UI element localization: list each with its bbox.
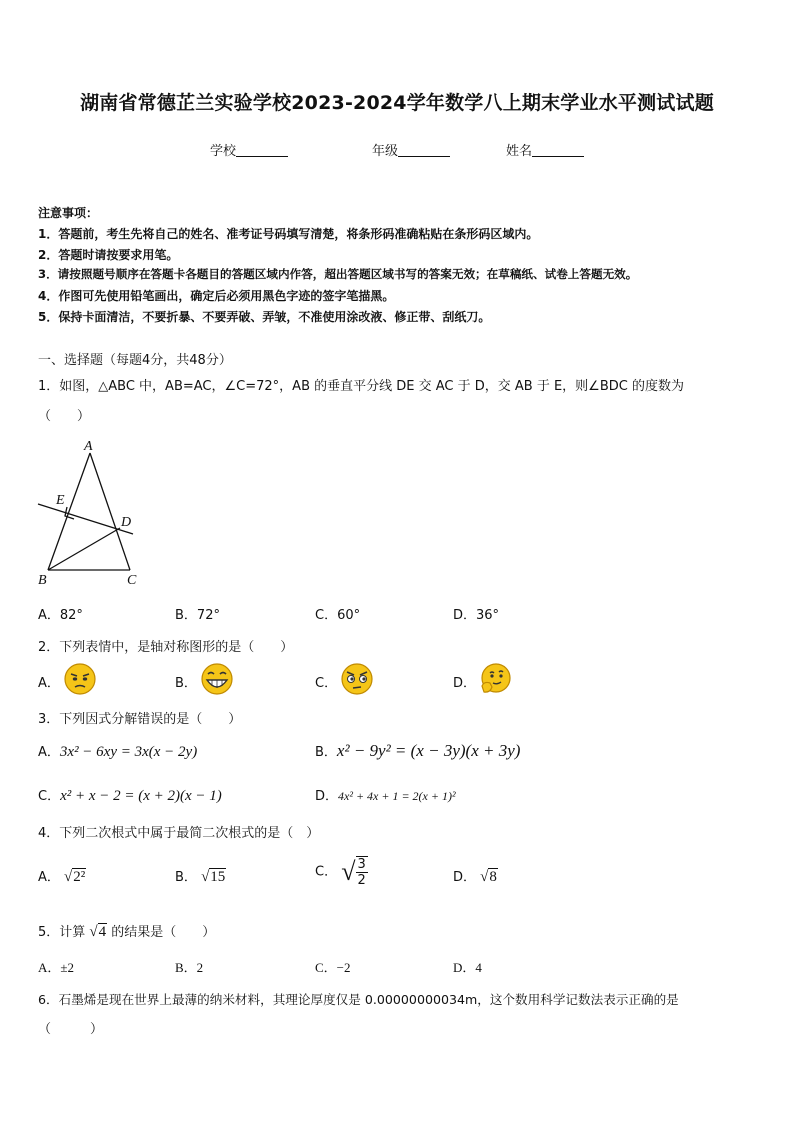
q4-radicand-d: 8 (489, 869, 497, 885)
name-blank[interactable] (532, 143, 584, 157)
question-3-text: 3．下列因式分解错误的是（ ） (38, 712, 242, 727)
school-label: 学校 (210, 144, 237, 159)
question-2-text: 2．下列表情中，是轴对称图形的是（ ） (38, 640, 294, 655)
sqrt-symbol: √4 (89, 924, 107, 940)
q1-option-b[interactable]: B．72° (175, 608, 220, 623)
school-blank[interactable] (236, 143, 288, 157)
q2-option-d[interactable]: D． (453, 676, 477, 691)
q4-radicand-a: 2² (73, 869, 86, 885)
sqrt-symbol: √ (341, 857, 356, 886)
q3-option-b-expr: x² − 9y² = (x − 3y)(x + 3y) (336, 741, 521, 760)
q3-option-b-label: B． (315, 745, 337, 760)
question-4-text: 4．下列二次根式中属于最简二次根式的是（ ） (38, 826, 320, 841)
q5-option-c[interactable]: C．−2 (315, 960, 351, 975)
skeptical-face-icon (340, 662, 374, 696)
label-b: B (38, 573, 47, 588)
q3-option-a-expr: 3x² − 6xy = 3x(x − 2y) (59, 744, 198, 760)
grade-field (372, 140, 450, 159)
question-6-paren: （ ） (38, 1022, 104, 1037)
q3-option-c[interactable] (38, 785, 222, 805)
q4-denominator: 2 (357, 873, 366, 888)
q3-option-d-expr: 4x² + 4x + 1 = 2(x + 1)² (338, 789, 456, 803)
q4-option-a-label: A． (38, 870, 60, 885)
q5-text-after: 的结果是（ ） (111, 925, 216, 940)
q1-option-c[interactable]: C．60° (315, 608, 361, 623)
q3-option-d[interactable] (315, 785, 456, 804)
q4-radicand-b: 15 (210, 869, 226, 885)
sqrt-symbol: √8 (480, 869, 497, 885)
q3-option-c-label: C． (38, 789, 61, 804)
label-c: C (127, 573, 137, 588)
note-item: 2．答题时请按要求用笔。 (38, 248, 179, 262)
note-item: 5．保持卡面清洁，不要折暴、不要弄破、弄皱，不准使用涂改液、修正带、刮纸刀。 (38, 310, 491, 324)
note-item: 4．作图可先使用铅笔画出，确定后必须用黑色字迹的签字笔描黑。 (38, 289, 395, 303)
name-field (506, 140, 584, 159)
q3-option-a[interactable] (38, 741, 197, 761)
frown-face-icon (63, 662, 97, 696)
thinking-face-icon (478, 662, 512, 696)
grade-blank[interactable] (398, 143, 450, 157)
q2-option-c[interactable]: C． (315, 676, 338, 691)
section-heading: 一、选择题（每题4分，共48分） (38, 353, 232, 368)
question-1-text: 1．如图，△ABC 中，AB=AC，∠C=72°，AB 的垂直平分线 DE 交 AC 于 D，交 AB 于 E，则∠BDC 的度数为 (38, 379, 684, 394)
q3-option-d-label: D． (315, 789, 339, 804)
q4-option-c[interactable] (315, 856, 368, 888)
q5-radicand: 4 (98, 924, 107, 940)
fraction (356, 856, 368, 888)
note-item: 1．答题前，考生先将自己的姓名、准考证号码填写清楚，将条形码准确粘贴在条形码区域内。 (38, 227, 539, 241)
q3-option-b[interactable] (315, 741, 520, 761)
notes-heading: 注意事项： (38, 206, 99, 220)
triangle-figure (30, 436, 150, 588)
question-1-paren: （ ） (38, 409, 91, 424)
grade-label: 年级 (372, 144, 399, 159)
q4-option-d[interactable] (453, 866, 498, 886)
name-label: 姓名 (506, 144, 533, 159)
q2-option-b[interactable]: B． (175, 676, 197, 691)
q4-numerator: 3 (357, 857, 366, 872)
sqrt-symbol: √2² (64, 869, 86, 885)
q3-option-a-label: A． (38, 745, 60, 760)
school-field (210, 140, 288, 159)
q3-option-c-expr: x² + x − 2 = (x + 2)(x − 1) (60, 788, 222, 804)
q4-option-b[interactable] (175, 866, 226, 886)
q4-option-d-label: D． (453, 870, 477, 885)
grin-face-icon (200, 662, 234, 696)
q4-option-b-label: B． (175, 870, 197, 885)
q5-text-before: 5．计算 (38, 925, 86, 940)
q1-option-d[interactable]: D．36° (453, 608, 500, 623)
q4-option-c-label: C． (315, 864, 338, 880)
page-title: 湖南省常德芷兰实验学校2023-2024学年数学八上期末学业水平测试试题 (80, 92, 714, 114)
note-item: 3．请按照题号顺序在答题卡各题目的答题区域内作答，超出答题区域书写的答案无效；在草稿纸、试卷上答题无效。 (38, 267, 638, 281)
question-6-text: 6．石墨烯是现在世界上最薄的纳米材料，其理论厚度仅是 0.00000000034m，这个数用科学记数法表示正确的是 (38, 992, 679, 1007)
q5-option-b[interactable]: B．2 (175, 960, 204, 975)
q4-option-a[interactable] (38, 866, 86, 886)
label-a: A (84, 439, 93, 454)
question-5-text (38, 921, 215, 941)
q5-option-a[interactable]: A．±2 (38, 960, 75, 975)
q5-option-d[interactable]: D．4 (453, 960, 482, 975)
label-e: E (56, 493, 65, 508)
label-d: D (121, 515, 132, 530)
q2-option-a[interactable]: A． (38, 676, 60, 691)
q1-option-a[interactable]: A．82° (38, 608, 83, 623)
sqrt-symbol: √15 (201, 869, 226, 885)
